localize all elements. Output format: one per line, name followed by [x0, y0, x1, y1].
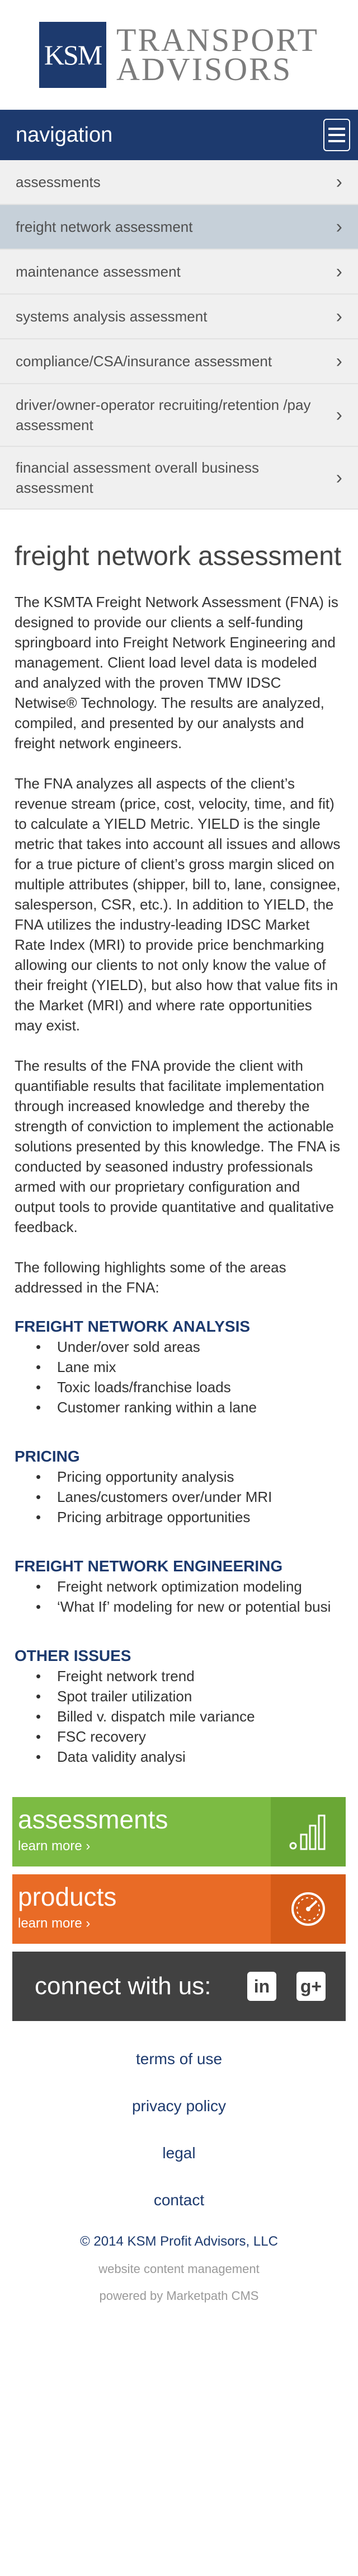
- navigation-title: navigation: [16, 123, 113, 147]
- list-item: • Toxic loads/franchise loads: [36, 1377, 343, 1397]
- chevron-right-icon: ›: [336, 171, 342, 193]
- list-item: • Customer ranking within a lane: [36, 1397, 343, 1417]
- section-heading: OTHER ISSUES: [15, 1647, 131, 1664]
- nav-item-label: driver/owner-operator recruiting/retention /pay assessment: [16, 396, 311, 433]
- section-freight-network-analysis: [15, 1318, 343, 1417]
- nav-item-label: assessments: [16, 174, 101, 190]
- bar-chart-icon: [271, 1797, 346, 1866]
- intro-paragraph: The KSMTA Freight Network Assessment (FNA) is designed to provide our clients a self-funding springboard into Freight Network Engineering and management. Client load level data is modeled and analyzed with the proven TMW IDSC Netwise® Technology. The results are analyzed, compiled, and presented by our analysts and freight network engineers.: [15, 594, 338, 752]
- hamburger-icon: [328, 128, 345, 130]
- site-header: [0, 0, 358, 110]
- speedometer-icon: [271, 1874, 346, 1944]
- list-item: • Pricing opportunity analysis: [36, 1467, 343, 1487]
- chevron-right-icon: ›: [336, 467, 342, 488]
- connect-label: connect with us:: [35, 1972, 211, 2000]
- list-item: • Freight network optimization modeling: [36, 1576, 343, 1597]
- nav-item-label: financial assessment overall business assessment: [16, 459, 259, 496]
- nav-item-financial-assessment[interactable]: [0, 447, 358, 510]
- nav-item-label: systems analysis assessment: [16, 308, 208, 325]
- chevron-right-icon: ›: [336, 216, 342, 237]
- chevron-right-icon: ›: [336, 351, 342, 372]
- nav-item-systems-analysis-assessment[interactable]: [0, 295, 358, 339]
- legal-link[interactable]: legal: [162, 2144, 196, 2162]
- section-freight-network-engineering: [15, 1557, 343, 1617]
- nav-item-assessments[interactable]: [0, 160, 358, 205]
- logo[interactable]: [39, 22, 319, 88]
- privacy-policy-link[interactable]: privacy policy: [131, 2097, 227, 2115]
- cms-link[interactable]: website content management: [98, 2262, 260, 2276]
- list-item: • Spot trailer utilization: [36, 1686, 343, 1706]
- nav-item-label: freight network assessment: [16, 218, 193, 235]
- hamburger-icon: [328, 134, 345, 136]
- navigation-list: [0, 160, 358, 510]
- nav-item-label: compliance/CSA/insurance assessment: [16, 353, 272, 370]
- list-item: • ‘What If’ modeling for new or potential busi: [36, 1597, 343, 1617]
- logo-line-2: ADVISORS: [116, 51, 293, 87]
- section-heading: FREIGHT NETWORK ENGINEERING: [15, 1557, 283, 1575]
- nav-item-freight-network-assessment[interactable]: [0, 205, 358, 250]
- chevron-right-icon: ›: [336, 261, 342, 282]
- menu-toggle-button[interactable]: [323, 119, 350, 151]
- products-cta-title: products: [18, 1882, 117, 1911]
- nav-item-driver-recruiting-assessment[interactable]: [0, 384, 358, 447]
- page-title: freight network assessment: [15, 542, 342, 571]
- navigation-bar: [0, 110, 358, 160]
- bullet-list: [36, 1576, 343, 1617]
- results-paragraph: The results of the FNA provide the client with quantifiable results that facilitate implementation through increased knowledge and thereby the strength of conviction to implement the actionable solutions presented by this knowledge. The FNA is conducted by seasoned industry professionals armed with our proprietary configuration and output tools to provide quantitative and qualitative feedback.: [15, 1057, 340, 1235]
- chevron-right-icon: ›: [336, 306, 342, 327]
- powered-by-link[interactable]: powered by Marketpath CMS: [99, 2289, 259, 2303]
- chevron-right-icon: ›: [336, 404, 342, 426]
- list-item: • Freight network trend: [36, 1666, 343, 1686]
- nav-item-label: maintenance assessment: [16, 263, 181, 280]
- site-footer: [0, 2050, 358, 2303]
- products-learn-more-link[interactable]: learn more ›: [18, 1916, 91, 1931]
- contact-link[interactable]: contact: [153, 2191, 205, 2209]
- copyright-text: © 2014 KSM Profit Advisors, LLC: [80, 2234, 278, 2249]
- logo-wordmark: [116, 22, 319, 87]
- list-item: • Billed v. dispatch mile variance: [36, 1706, 343, 1726]
- products-cta[interactable]: [12, 1874, 346, 1944]
- nav-item-compliance-assessment[interactable]: [0, 339, 358, 384]
- section-heading: PRICING: [15, 1448, 80, 1465]
- linkedin-icon[interactable]: in: [247, 1972, 276, 2001]
- logo-mark: KSM: [39, 22, 106, 88]
- section-pricing: [15, 1448, 343, 1527]
- hamburger-icon: [328, 140, 345, 142]
- list-item: • Under/over sold areas: [36, 1337, 343, 1357]
- logo-line-1: TRANSPORT: [116, 22, 319, 58]
- main-content: [0, 541, 358, 1767]
- assessments-cta[interactable]: [12, 1797, 346, 1866]
- bullet-list: [36, 1337, 343, 1417]
- highlights-paragraph: The following highlights some of the areas addressed in the FNA:: [15, 1259, 286, 1296]
- google-plus-icon[interactable]: g+: [296, 1972, 326, 2001]
- assessments-learn-more-link[interactable]: learn more ›: [18, 1838, 91, 1854]
- section-heading: FREIGHT NETWORK ANALYSIS: [15, 1318, 251, 1335]
- list-item: • FSC recovery: [36, 1726, 343, 1747]
- assessments-cta-title: assessments: [18, 1805, 168, 1834]
- list-item: • Lane mix: [36, 1357, 343, 1377]
- bullet-list: [36, 1467, 343, 1527]
- nav-item-maintenance-assessment[interactable]: [0, 250, 358, 295]
- yield-paragraph: The FNA analyzes all aspects of the client’s revenue stream (price, cost, velocity, time, and fit) to calculate a YIELD Metric. YIELD is the single metric that takes into account all issues and allows for a true picture of client’s gross margin sliced on multiple attributes (shipper, bill to, lane, consignee, salesperson, CSR, etc.). In addition to YIELD, the FNA utilizes the industry-leading IDSC Market Rate Index (MRI) to provide price benchmarking allowing our clients to not only know the value of their freight (YIELD), but also how that value fits in the Market (MRI) and where rate opportunities may exist.: [15, 775, 341, 1034]
- list-item: • Lanes/customers over/under MRI: [36, 1487, 343, 1507]
- connect-bar: [12, 1952, 346, 2021]
- bullet-list: [36, 1666, 343, 1767]
- section-other-issues: [15, 1647, 343, 1767]
- list-item: • Pricing arbitrage opportunities: [36, 1507, 343, 1527]
- list-item: • Data validity analysi: [36, 1747, 343, 1767]
- terms-of-use-link[interactable]: terms of use: [135, 2050, 223, 2068]
